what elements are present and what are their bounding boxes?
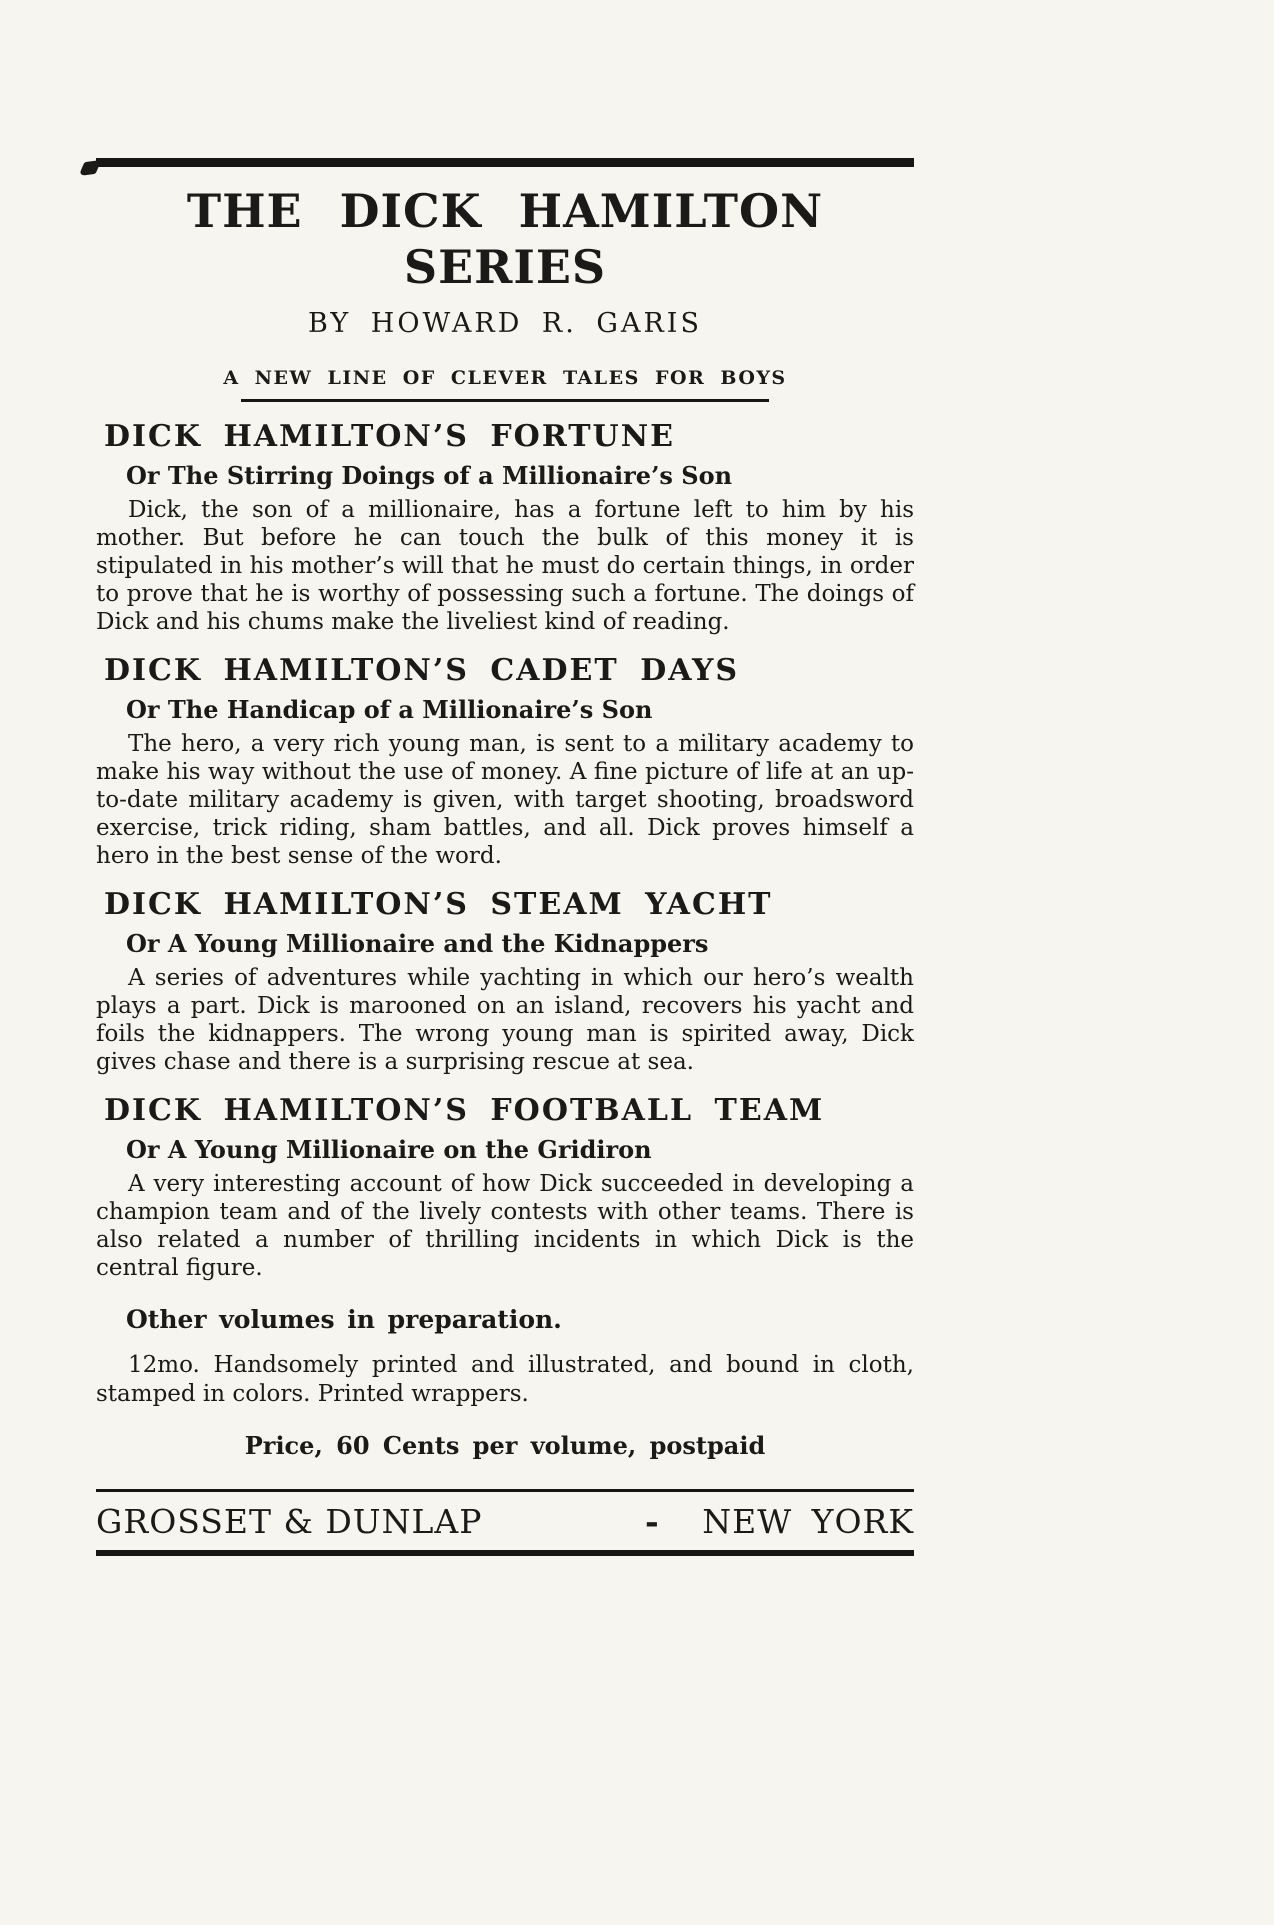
page-content: [96, 158, 914, 1556]
book-title: DICK HAMILTON’S FORTUNE: [104, 419, 675, 454]
book-entry: [96, 653, 914, 870]
publisher-name: GROSSET & DUNLAP: [96, 1502, 483, 1541]
book-entry: [96, 1093, 914, 1282]
book-title: DICK HAMILTON’S STEAM YACHT: [104, 887, 773, 922]
bottom-double-rule: [96, 1550, 914, 1556]
book-subtitle: Or The Stirring Doings of a Millionaire’s Son: [126, 461, 733, 490]
book-subtitle: Or A Young Millionaire and the Kidnappers: [126, 929, 709, 958]
price-line: Price, 60 Cents per volume, postpaid: [244, 1431, 766, 1460]
publisher-city: NEW YORK: [702, 1502, 914, 1541]
book-subtitle: Or The Handicap of a Millionaire’s Son: [126, 695, 653, 724]
book-entry: [96, 419, 914, 636]
book-title: DICK HAMILTON’S CADET DAYS: [104, 653, 740, 688]
footer-top-rule: [96, 1489, 914, 1492]
book-entry: [96, 887, 914, 1076]
book-title: DICK HAMILTON’S FOOTBALL TEAM: [104, 1093, 825, 1128]
publisher-footer: [96, 1500, 914, 1544]
tagline-underline-rule: [241, 399, 769, 402]
book-description: A very interesting account of how Dick succeeded in developing a champion team and of the lively contests with other teams. There is also related a number of thrilling incidents in which Dick is the central figure.: [96, 1171, 914, 1281]
book-description: The hero, a very rich young man, is sent to a military academy to make his way without the use of money. A fine picture of life at an up-to-date military academy is given, with target shooting, broadsword exercise, trick riding, sham battles, and all. Dick proves himself a hero in the best sense of the word.: [96, 731, 914, 869]
publisher-separator-dash: -: [645, 1502, 660, 1541]
book-subtitle: Or A Young Millionaire on the Gridiron: [126, 1135, 652, 1164]
series-title: THE DICK HAMILTON SERIES: [186, 184, 824, 294]
series-tagline: A NEW LINE OF CLEVER TALES FOR BOYS: [223, 367, 787, 389]
book-description: Dick, the son of a millionaire, has a fortune left to him by his mother. But before he can touch the bulk of this money it is stipulated in his mother’s will that he must do certain things, in order to prove that he is worthy of possessing such a fortune. The doings of Dick and his chums make the liveliest kind of reading.: [96, 497, 914, 635]
top-double-rule: [96, 158, 914, 167]
format-binding-note: 12mo. Handsomely printed and illustrated, and bound in cloth, stamped in colors. Printed wrappers.: [96, 1352, 914, 1407]
other-volumes-note: Other volumes in preparation.: [126, 1305, 562, 1334]
author-byline: BY HOWARD R. GARIS: [308, 308, 702, 339]
ink-mark: [78, 160, 101, 176]
book-description: A series of adventures while yachting in which our hero’s wealth plays a part. Dick is marooned on an island, recovers his yacht and foils the kidnappers. The wrong young man is spirited away, Dick gives chase and there is a surprising rescue at sea.: [96, 965, 914, 1075]
